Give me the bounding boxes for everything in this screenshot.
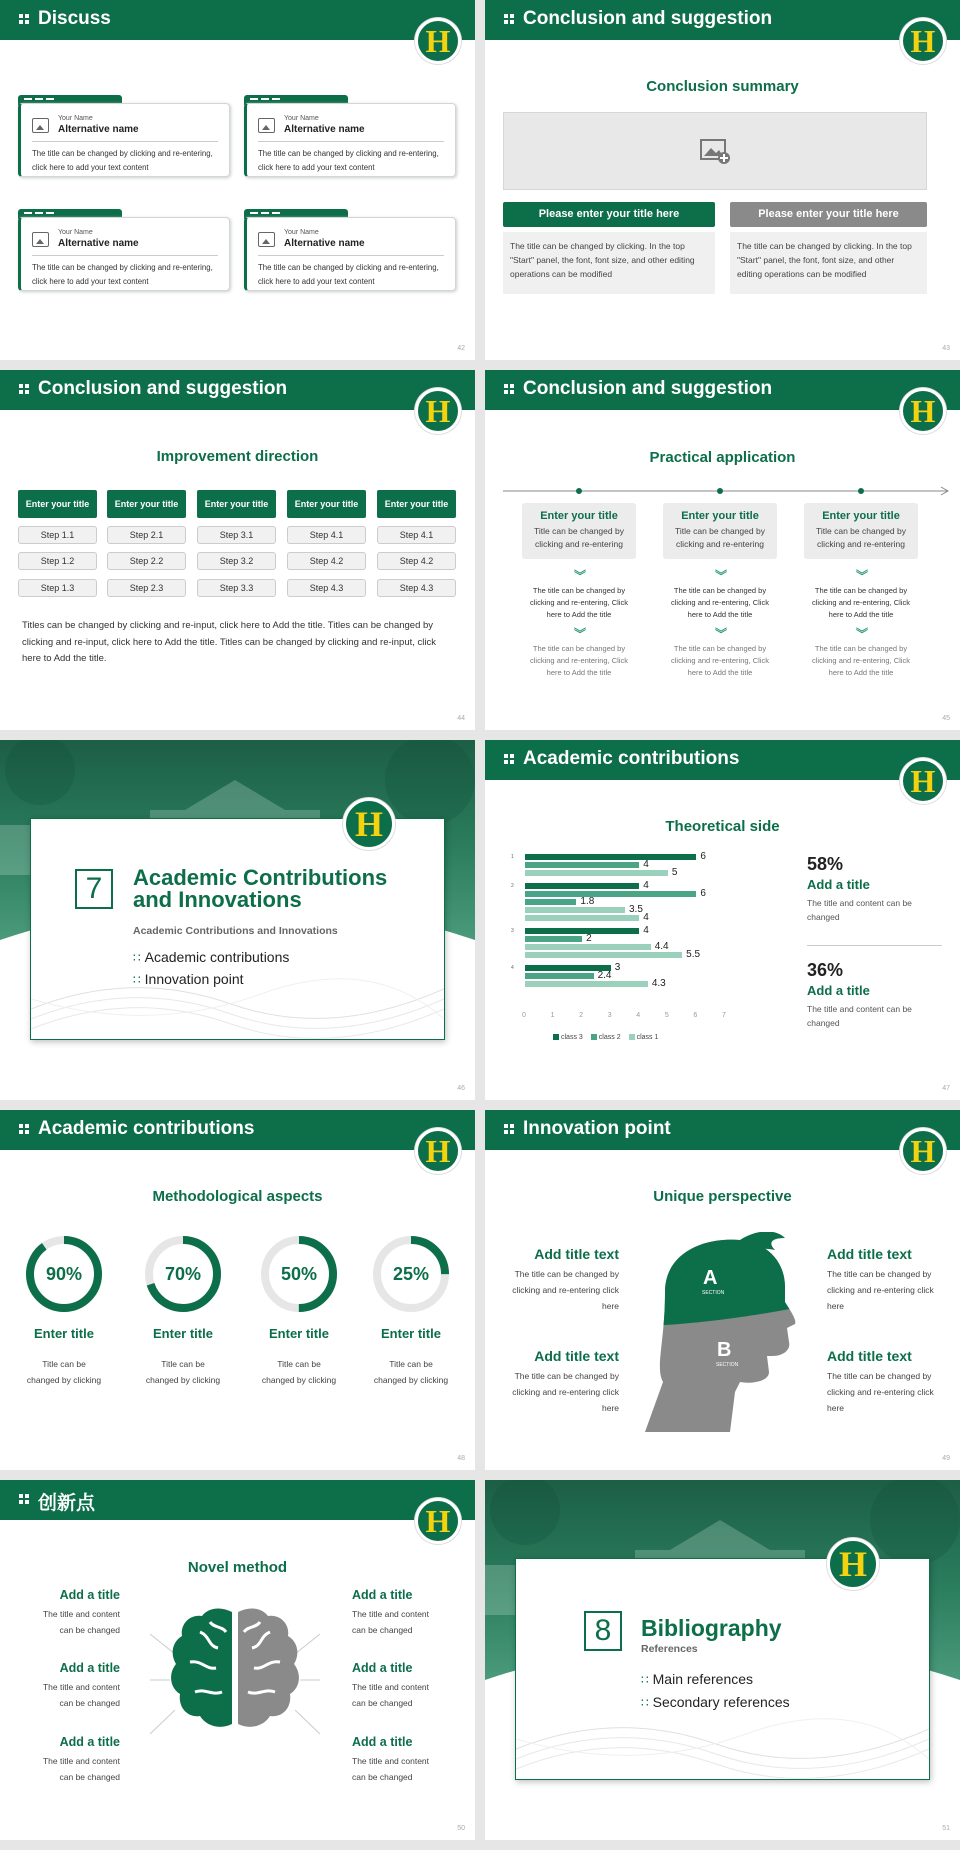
section-title: Academic Contributions and Innovations (133, 865, 388, 912)
add-image-icon (700, 137, 732, 165)
slide-51-section-cover[interactable] (485, 1480, 960, 1840)
grid-dots-icon: ∷ (641, 1696, 649, 1710)
item-text: The title and content can be changed (352, 1609, 430, 1635)
slide-title: Innovation point (523, 1118, 671, 1139)
double-chevron-down-icon: ︾ (574, 569, 587, 583)
slide-44[interactable] (0, 370, 475, 730)
step-box[interactable]: Step 2.3 (107, 579, 186, 597)
category-tick-label: 1 (511, 854, 514, 860)
slide-header (485, 1110, 960, 1150)
item-text: The title and content can be changed (352, 1682, 430, 1708)
legend-item (553, 1034, 583, 1041)
item-title: Add title text (534, 1348, 619, 1364)
box-title: Enter your title (822, 510, 900, 522)
divider (32, 255, 218, 256)
head-b-sublabel: SECTION (716, 1362, 739, 1368)
divider (32, 141, 218, 142)
section-number-box: 7 (75, 869, 113, 909)
bar-chart (503, 852, 743, 1062)
head-a-sublabel: SECTION (702, 1290, 725, 1296)
step-text: The title can be changed by clicking and re-entering, Click here to Add the title (530, 644, 628, 677)
image-placeholder-icon (258, 232, 275, 247)
step-box[interactable]: Step 1.3 (18, 579, 97, 597)
title-box-grey[interactable]: Please enter your title here (730, 202, 927, 227)
bar-value-label: 4 (643, 912, 649, 923)
box-text: Title can be changed by clicking and re-entering (675, 526, 765, 549)
card-alt-name: Alternative name (284, 124, 365, 135)
stat-text: The title and content can be changed (807, 1004, 912, 1028)
step-box[interactable]: Step 4.3 (287, 579, 366, 597)
image-placeholder-icon (258, 118, 275, 133)
page-number: 48 (457, 1455, 465, 1462)
grid-dots-icon (19, 14, 29, 24)
name-card[interactable] (18, 209, 230, 291)
ring-title: Enter title (153, 1326, 213, 1341)
university-logo: H (415, 1498, 461, 1544)
head-a-label: A (703, 1267, 718, 1289)
step-column (107, 490, 186, 615)
legend-label: class 1 (636, 1034, 659, 1041)
legend-swatch (629, 1034, 635, 1040)
bar (525, 944, 651, 950)
item-title: Add title text (827, 1348, 912, 1364)
ring-percent: 90% (45, 1264, 83, 1284)
step-text: The title can be changed by clicking and re-entering, Click here to Add the title (671, 644, 769, 677)
card-alt-name: Alternative name (58, 238, 139, 249)
item-text: The title can be changed by clicking and re-entering click here (827, 1371, 934, 1413)
method-item-right (352, 1588, 454, 1638)
grid-dots-icon (504, 384, 514, 394)
double-chevron-down-icon: ︾ (856, 627, 869, 641)
text-item-left (503, 1348, 619, 1416)
stat-text: The title and content can be changed (807, 898, 912, 922)
item-label: Academic contributions (144, 949, 290, 965)
item-title: Add a title (59, 1588, 120, 1602)
stat-title: Add a title (807, 983, 870, 998)
method-item-right (352, 1661, 454, 1711)
step-box[interactable]: Step 2.1 (107, 526, 186, 544)
slide-header (0, 1110, 475, 1150)
slide-50[interactable] (0, 1480, 475, 1840)
bar-value-label: 4 (643, 925, 649, 936)
double-chevron-down-icon: ︾ (715, 569, 728, 583)
step-column (18, 490, 97, 615)
head-b-label: B (717, 1339, 732, 1361)
step-box[interactable]: Step 3.2 (197, 552, 276, 570)
section-subtitle: References (641, 1643, 698, 1655)
head-profile-graphic (645, 1232, 805, 1432)
ring-text: Title can be changed by clicking (145, 1359, 221, 1385)
bar (525, 952, 682, 958)
item-title: Add a title (59, 1735, 120, 1749)
stat-divider (807, 945, 942, 946)
card-body (244, 217, 456, 291)
application-box[interactable] (522, 503, 636, 559)
item-title: Add title text (827, 1246, 912, 1262)
card-text: The title can be changed by clicking and re-entering, click here to add your text content (32, 263, 213, 286)
grid-dots-icon (504, 1124, 514, 1134)
category-tick-label: 3 (511, 928, 514, 934)
section-item (133, 949, 289, 965)
step-box[interactable]: Step 4.3 (377, 579, 456, 597)
grid-dots-icon (19, 1494, 29, 1504)
bar-value-label: 6 (700, 851, 706, 862)
double-chevron-down-icon: ︾ (715, 627, 728, 641)
application-column (663, 503, 777, 723)
legend-swatch (591, 1034, 597, 1040)
bar-value-label: 6 (700, 888, 706, 899)
slide-header (0, 1480, 475, 1520)
card-your-name: Your Name (284, 115, 319, 122)
page-number: 46 (457, 1085, 465, 1092)
item-text: The title and content can be changed (42, 1682, 120, 1708)
step-text: The title can be changed by clicking and re-entering, Click here to Add the title (812, 644, 910, 677)
step-column (287, 490, 366, 615)
university-logo: H (415, 388, 461, 434)
bar (525, 907, 625, 913)
slide-46-section-cover[interactable] (0, 740, 475, 1100)
x-tick-label: 6 (693, 1012, 698, 1019)
step-box[interactable]: Step 4.1 (287, 526, 366, 544)
step-text: The title can be changed by clicking and re-entering, Click here to Add the title (530, 586, 628, 619)
application-column (804, 503, 918, 723)
step-box[interactable]: Step 1.2 (18, 552, 97, 570)
ring-title: Enter title (381, 1326, 441, 1341)
section-subtitle: Novel method (187, 1559, 288, 1576)
x-tick-label: 1 (550, 1012, 555, 1019)
page-number: 42 (457, 345, 465, 352)
box-title: Enter your title (681, 510, 759, 522)
section-subtitle: Conclusion summary (646, 78, 799, 95)
slide-47[interactable] (485, 740, 960, 1100)
bar-value-label: 4 (643, 859, 649, 870)
card-alt-name: Alternative name (284, 238, 365, 249)
section-item (641, 1671, 753, 1687)
page-number: 51 (942, 1825, 950, 1832)
slide-title: Academic contributions (523, 748, 740, 769)
x-tick-label: 5 (664, 1012, 669, 1019)
ring-text: Title can be changed by clicking (26, 1359, 102, 1385)
section-subtitle: Unique perspective (653, 1188, 792, 1205)
double-chevron-down-icon: ︾ (856, 569, 869, 583)
university-logo: H (415, 18, 461, 64)
item-title: Add a title (352, 1661, 413, 1675)
page-number: 47 (942, 1085, 950, 1092)
card-body (18, 103, 230, 177)
slide-48[interactable] (0, 1110, 475, 1470)
grid-dots-icon: ∷ (133, 973, 141, 987)
step-text: The title can be changed by clicking and re-entering, Click here to Add the title (812, 586, 910, 619)
item-title: Add a title (59, 1661, 120, 1675)
stat-title: Add a title (807, 877, 870, 892)
grid-dots-icon: ∷ (133, 951, 141, 965)
section-item (133, 971, 244, 987)
slide-title: 创新点 (38, 1492, 96, 1514)
category-tick-label: 2 (511, 883, 514, 889)
section-subtitle: Methodological aspects (152, 1188, 323, 1205)
bar-value-label: 4.3 (651, 978, 666, 989)
chart-legend (553, 1034, 666, 1041)
bar (525, 862, 639, 868)
bar-value-label: 5 (671, 867, 678, 878)
slide-42[interactable] (0, 0, 475, 360)
box-text: Title can be changed by clicking and re-entering (534, 526, 624, 549)
step-box[interactable]: Step 4.2 (377, 552, 456, 570)
ring-title: Enter title (34, 1326, 94, 1341)
slide-title: Conclusion and suggestion (38, 378, 288, 399)
title-box-green[interactable]: Please enter your title here (503, 202, 715, 227)
column-title[interactable]: Enter your title (197, 490, 276, 518)
progress-ring (143, 1234, 223, 1314)
card-alt-name: Alternative name (58, 124, 139, 135)
slide-49[interactable] (485, 1110, 960, 1470)
x-tick-label: 3 (607, 1012, 612, 1019)
section-number-box: 8 (584, 1611, 622, 1651)
slide-title: Academic contributions (38, 1118, 255, 1139)
card-your-name: Your Name (284, 229, 319, 236)
legend-label: class 2 (598, 1034, 621, 1041)
page-number: 49 (942, 1455, 950, 1462)
step-box[interactable]: Step 1.1 (18, 526, 97, 544)
stat-percent: 58% (807, 854, 844, 874)
section-item (641, 1694, 790, 1710)
slide-title: Discuss (38, 8, 111, 29)
step-text: The title can be changed by clicking and re-entering, Click here to Add the title (671, 586, 769, 619)
image-placeholder-icon (32, 232, 49, 247)
application-column (522, 503, 636, 723)
column-title[interactable]: Enter your title (107, 490, 186, 518)
bar-value-label: 2.4 (597, 970, 612, 981)
name-card[interactable] (244, 95, 456, 177)
name-card[interactable] (244, 209, 456, 291)
legend-label: class 3 (561, 1034, 583, 1041)
bar-value-label: 1.8 (580, 896, 595, 907)
legend-item (591, 1034, 621, 1041)
divider (258, 255, 444, 256)
item-title: Add a title (352, 1588, 413, 1602)
method-item-left (18, 1588, 120, 1638)
item-title: Add a title (352, 1735, 413, 1749)
column-title[interactable]: Enter your title (377, 490, 456, 518)
page-number: 50 (457, 1825, 465, 1832)
grid-dots-icon: ∷ (641, 1673, 649, 1687)
bar-value-label: 3.5 (629, 904, 643, 915)
university-logo: H (827, 1538, 879, 1590)
bar-value-label: 3 (614, 962, 621, 973)
ring-text: Title can be changed by clicking (373, 1359, 449, 1385)
bar (525, 891, 696, 897)
legend-item (629, 1034, 659, 1041)
application-box[interactable] (663, 503, 777, 559)
bar (525, 936, 582, 942)
slide-title: Conclusion and suggestion (523, 8, 773, 29)
item-text: The title can be changed by clicking and re-entering click here (512, 1269, 619, 1311)
ring-text: Title can be changed by clicking (261, 1359, 337, 1385)
slide-header (0, 0, 475, 40)
stat-block (807, 854, 942, 924)
legend-swatch (553, 1034, 559, 1040)
section-subtitle: Practical application (649, 449, 796, 466)
slide-header (0, 370, 475, 410)
card-text: The title can be changed by clicking and re-entering, click here to add your text content (258, 263, 439, 286)
ring-percent: 50% (280, 1264, 318, 1284)
university-logo: H (343, 798, 395, 850)
divider (258, 141, 444, 142)
cover-card (515, 1558, 930, 1780)
text-block-right: The title can be changed by clicking. In the top "Start" panel, the font, font size, and other editing operations can be modified (730, 232, 927, 294)
bar (525, 870, 668, 876)
progress-ring (24, 1234, 104, 1314)
item-text: The title and content can be changed (42, 1756, 120, 1782)
slide-43[interactable] (485, 0, 960, 360)
column-title[interactable]: Enter your title (287, 490, 366, 518)
step-box[interactable]: Step 3.3 (197, 579, 276, 597)
slide-header (485, 0, 960, 40)
double-chevron-down-icon: ︾ (574, 627, 587, 641)
progress-ring (259, 1234, 339, 1314)
card-body (244, 103, 456, 177)
method-item-right (352, 1735, 454, 1785)
x-tick-label: 4 (636, 1012, 641, 1019)
column-title[interactable]: Enter your title (18, 490, 97, 518)
item-title: Add title text (534, 1246, 619, 1262)
name-card[interactable] (18, 95, 230, 177)
step-box[interactable]: Step 4.1 (377, 526, 456, 544)
text-item-left (503, 1246, 619, 1314)
body-paragraph: Titles can be changed by clicking and re-input, click here to Add the title. Titles can be changed by clicking and re-input, click here to Add the title. Titles can be changed by clicking and re-input, click here to Add the title. (22, 620, 436, 664)
step-column (377, 490, 456, 615)
card-text: The title can be changed by clicking and re-entering, click here to add your text content (32, 149, 213, 172)
slide-header (485, 740, 960, 780)
university-logo: H (900, 388, 946, 434)
grid-dots-icon (19, 1124, 29, 1134)
bar-value-label: 5.5 (686, 949, 701, 960)
grid-dots-icon (19, 384, 29, 394)
slide-title: Conclusion and suggestion (523, 378, 773, 399)
text-item-right (827, 1246, 943, 1314)
section-title: Bibliography (641, 1615, 782, 1641)
image-placeholder-icon (32, 118, 49, 133)
method-item-left (18, 1735, 120, 1785)
bar (525, 981, 648, 987)
section-subtitle: Improvement direction (156, 448, 319, 465)
item-text: The title and content can be changed (42, 1609, 120, 1635)
brain-icon (80, 1592, 390, 1762)
page-number: 43 (942, 345, 950, 352)
item-text: The title can be changed by clicking and re-entering click here (512, 1371, 619, 1413)
section-subtitle: Theoretical side (665, 818, 780, 835)
image-placeholder[interactable] (503, 112, 927, 190)
timeline-arrow (493, 485, 953, 497)
page-number: 45 (942, 715, 950, 722)
university-logo: H (415, 1128, 461, 1174)
bar (525, 915, 639, 921)
section-subtitle: Academic Contributions and Innovations (133, 925, 338, 937)
grid-dots-icon (504, 14, 514, 24)
bar-value-label: 4.4 (654, 941, 669, 952)
card-your-name: Your Name (58, 115, 93, 122)
box-text: Title can be changed by clicking and re-entering (816, 526, 906, 549)
item-label: Innovation point (144, 971, 244, 987)
bar (525, 883, 639, 889)
bar (525, 854, 696, 860)
item-text: The title and content can be changed (352, 1756, 430, 1782)
step-box[interactable]: Step 4.2 (287, 552, 366, 570)
slide-header (485, 370, 960, 410)
x-tick-label: 7 (722, 1012, 726, 1019)
item-label: Main references (652, 1671, 754, 1687)
page-number: 44 (457, 715, 465, 722)
card-body (18, 217, 230, 291)
text-block-left: The title can be changed by clicking. In the top "Start" panel, the font, font size, and other editing operations can be modified (503, 232, 715, 294)
bar-value-label: 4 (643, 880, 649, 891)
step-box[interactable]: Step 2.2 (107, 552, 186, 570)
card-text: The title can be changed by clicking and re-entering, click here to add your text content (258, 149, 439, 172)
ring-percent: 25% (392, 1264, 430, 1284)
item-text: The title can be changed by clicking and re-entering click here (827, 1269, 934, 1311)
application-box[interactable] (804, 503, 918, 559)
university-logo: H (900, 758, 946, 804)
bar (525, 973, 594, 979)
x-tick-label: 0 (522, 1012, 526, 1019)
university-logo: H (900, 1128, 946, 1174)
progress-ring (371, 1234, 451, 1314)
stat-percent: 36% (807, 960, 844, 980)
bar (525, 899, 576, 905)
bar (525, 928, 639, 934)
ring-percent: 70% (164, 1264, 202, 1284)
box-title: Enter your title (540, 510, 618, 522)
cover-card (30, 818, 445, 1040)
university-logo: H (900, 18, 946, 64)
card-your-name: Your Name (58, 229, 93, 236)
slide-45[interactable] (485, 370, 960, 730)
bar-value-label: 2 (586, 933, 592, 944)
ring-title: Enter title (269, 1326, 329, 1341)
text-item-right (827, 1348, 943, 1416)
grid-dots-icon (504, 754, 514, 764)
item-label: Secondary references (652, 1694, 790, 1710)
category-tick-label: 4 (511, 965, 514, 971)
stat-block (807, 960, 942, 1030)
step-column (197, 490, 276, 615)
method-item-left (18, 1661, 120, 1711)
x-tick-label: 2 (579, 1012, 584, 1019)
step-box[interactable]: Step 3.1 (197, 526, 276, 544)
